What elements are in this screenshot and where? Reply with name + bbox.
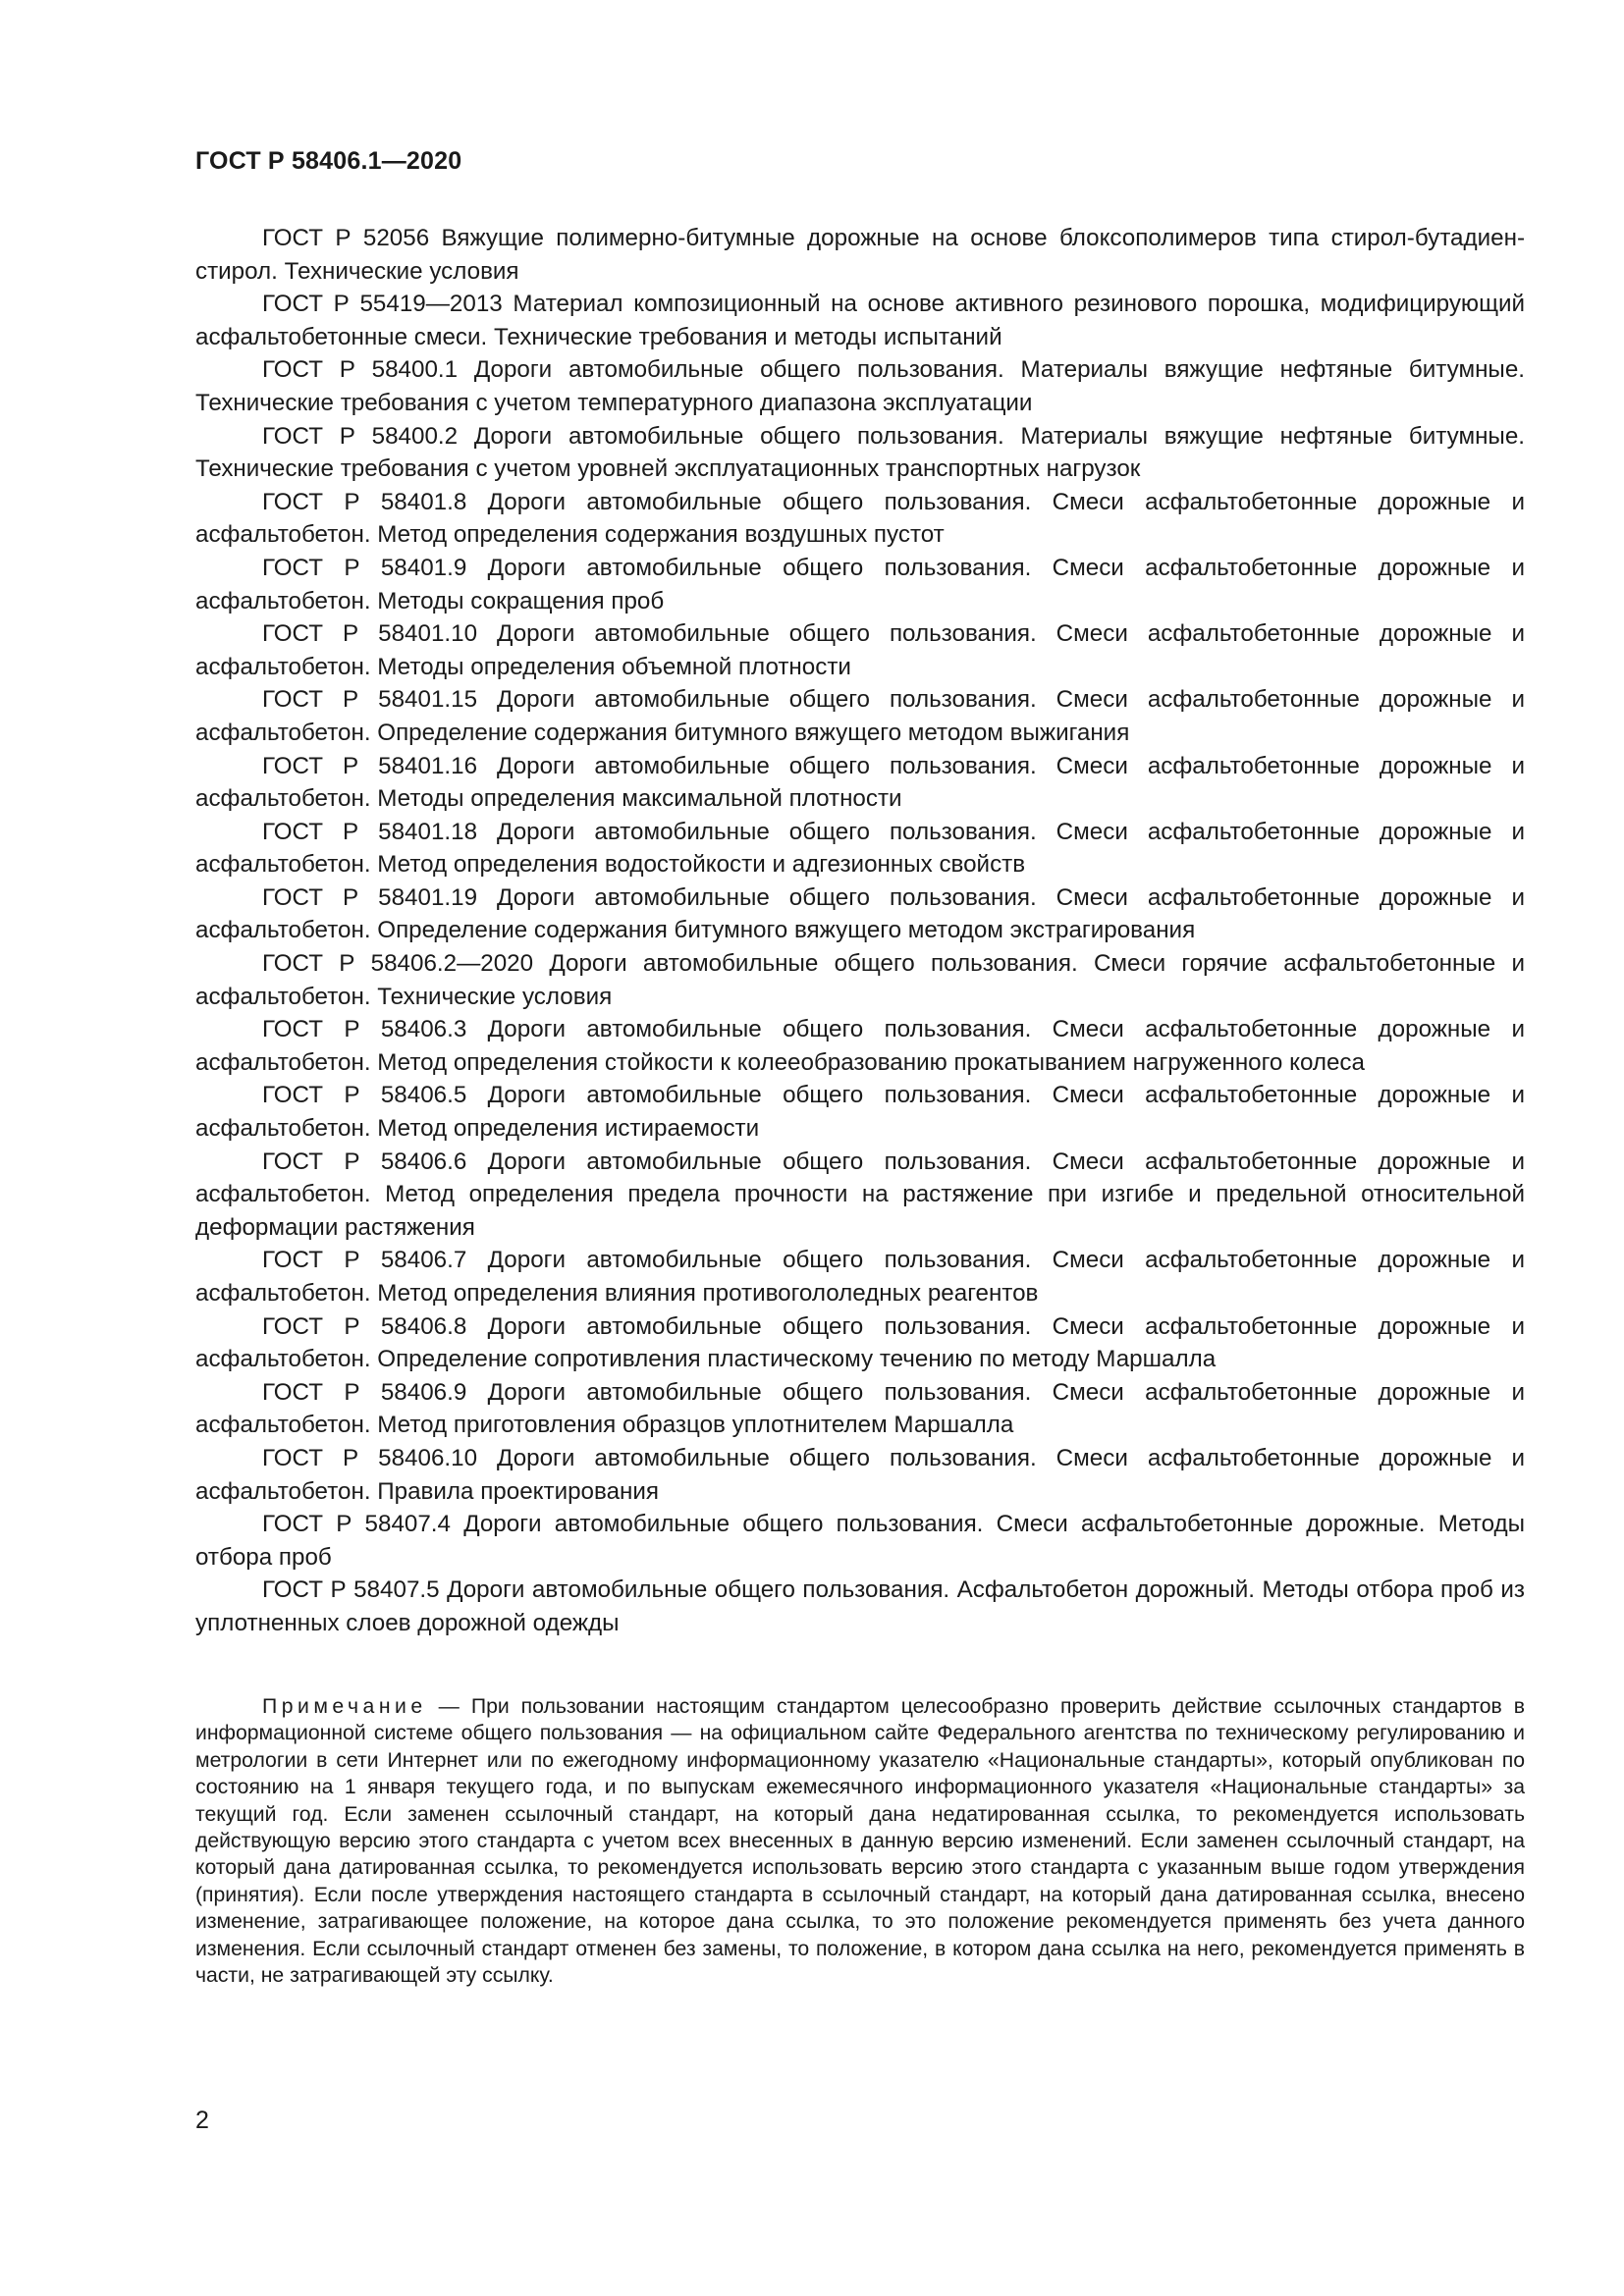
document-header: ГОСТ Р 58406.1—2020 [195,147,462,175]
reference-item: ГОСТ Р 58401.10 Дороги автомобильные общего пользования. Смеси асфальтобетонные дорожные и асфальтобетон. Методы определения объемной плотности [195,620,1525,680]
reference-item: ГОСТ Р 58401.15 Дороги автомобильные общего пользования. Смеси асфальтобетонные дорожные и асфальтобетон. Определение содержания битумного вяжущего методом выжигания [195,686,1525,746]
reference-item: ГОСТ Р 55419—2013 Материал композиционный на основе активного резинового порошка, модифицирующий асфальтобетонные смеси. Технические требования и методы испытаний [195,291,1525,350]
reference-item: ГОСТ Р 58407.5 Дороги автомобильные общего пользования. Асфальтобетон дорожный. Методы отбора проб из уплотненных слоев дорожной одежды [195,1576,1525,1636]
reference-item: ГОСТ Р 58401.19 Дороги автомобильные общего пользования. Смеси асфальтобетонные дорожные и асфальтобетон. Определение содержания битумного вяжущего методом экстрагирования [195,883,1525,944]
reference-item: ГОСТ Р 58406.2—2020 Дороги автомобильные общего пользования. Смеси горячие асфальтобетонные и асфальтобетон. Технические условия [195,950,1525,1010]
reference-item: ГОСТ Р 58401.18 Дороги автомобильные общего пользования. Смеси асфальтобетонные дорожные и асфальтобетон. Метод определения водостойкости и адгезионных свойств [195,818,1525,879]
reference-item: ГОСТ Р 58406.9 Дороги автомобильные общего пользования. Смеси асфальтобетонные дорожные и асфальтобетон. Метод приготовления образцов уплотнителем Маршалла [195,1378,1525,1439]
reference-item: ГОСТ Р 58406.8 Дороги автомобильные общего пользования. Смеси асфальтобетонные дорожные и асфальтобетон. Определение сопротивления пластическому течению по методу Маршалла [195,1312,1525,1373]
reference-item: ГОСТ Р 58406.5 Дороги автомобильные общего пользования. Смеси асфальтобетонные дорожные и асфальтобетон. Метод определения истираемости [195,1082,1525,1143]
reference-item: ГОСТ Р 58401.16 Дороги автомобильные общего пользования. Смеси асфальтобетонные дорожные и асфальтобетон. Методы определения максимальной плотности [195,752,1525,813]
note-text: — При пользовании настоящим стандартом целесообразно проверить действие ссылочных стандартов в информационной системе общего пользования — на официальном сайте Федерального агентства по техническому регулированию и метрологии в сети Интернет или по ежегодному информационному указателю «Национальные стандарты», который опубликован по состоянию на 1 января текущего года, и по выпускам ежемесячного информационного указателя «Национальные стандарты» за текущий год. Если заменен ссылочный стандарт, на который дана недатированная ссылка, то рекомендуется использовать действующую версию этого стандарта с учетом всех внесенных в данную версию изменений. Если заменен ссылочный стандарт, на который дана датированная ссылка, то рекомендуется использовать версию этого стандарта с указанным выше годом утверждения (принятия). Если после утверждения настоящего стандарта в ссылочный стандарт, на который дана датированная ссылка, внесено изменение, затрагивающее положение, на которое дана ссылка, то это положение рекомендуется применять без учета данного изменения. Если ссылочный стандарт отменен без замены, то положение, в котором дана ссылка на него, рекомендуется применять в части, не затрагивающей эту ссылку. [195,1695,1525,1988]
note-paragraph [195,1693,1525,1989]
reference-item: ГОСТ Р 58406.7 Дороги автомобильные общего пользования. Смеси асфальтобетонные дорожные и асфальтобетон. Метод определения влияния противогололедных реагентов [195,1247,1525,1307]
reference-item: ГОСТ Р 58401.9 Дороги автомобильные общего пользования. Смеси асфальтобетонные дорожные и асфальтобетон. Методы сокращения проб [195,554,1525,614]
reference-item: ГОСТ Р 52056 Вяжущие полимерно-битумные дорожные на основе блоксополимеров типа стирол-бутадиен-стирол. Технические условия [195,225,1525,285]
reference-item: ГОСТ Р 58401.8 Дороги автомобильные общего пользования. Смеси асфальтобетонные дорожные и асфальтобетон. Метод определения содержания воздушных пустот [195,488,1525,549]
reference-item: ГОСТ Р 58400.1 Дороги автомобильные общего пользования. Материалы вяжущие нефтяные битумные. Технические требования с учетом температурного диапазона эксплуатации [195,356,1525,416]
page-number: 2 [195,2107,209,2134]
note-label: Примечание [262,1695,427,1718]
reference-item: ГОСТ Р 58406.3 Дороги автомобильные общего пользования. Смеси асфальтобетонные дорожные и асфальтобетон. Метод определения стойкости к колееобразованию прокатыванием нагруженного колеса [195,1016,1525,1076]
reference-item: ГОСТ Р 58407.4 Дороги автомобильные общего пользования. Смеси асфальтобетонные дорожные. Методы отбора проб [195,1511,1525,1571]
reference-item: ГОСТ Р 58400.2 Дороги автомобильные общего пользования. Материалы вяжущие нефтяные битумные. Технические требования с учетом уровней эксплуатационных транспортных нагрузок [195,422,1525,483]
normative-references-list [195,222,1525,1640]
reference-item: ГОСТ Р 58406.6 Дороги автомобильные общего пользования. Смеси асфальтобетонные дорожные и асфальтобетон. Метод определения предела прочности на растяжение при изгибе и предельной относительной деформации растяжения [195,1148,1525,1241]
reference-item: ГОСТ Р 58406.10 Дороги автомобильные общего пользования. Смеси асфальтобетонные дорожные и асфальтобетон. Правила проектирования [195,1444,1525,1505]
